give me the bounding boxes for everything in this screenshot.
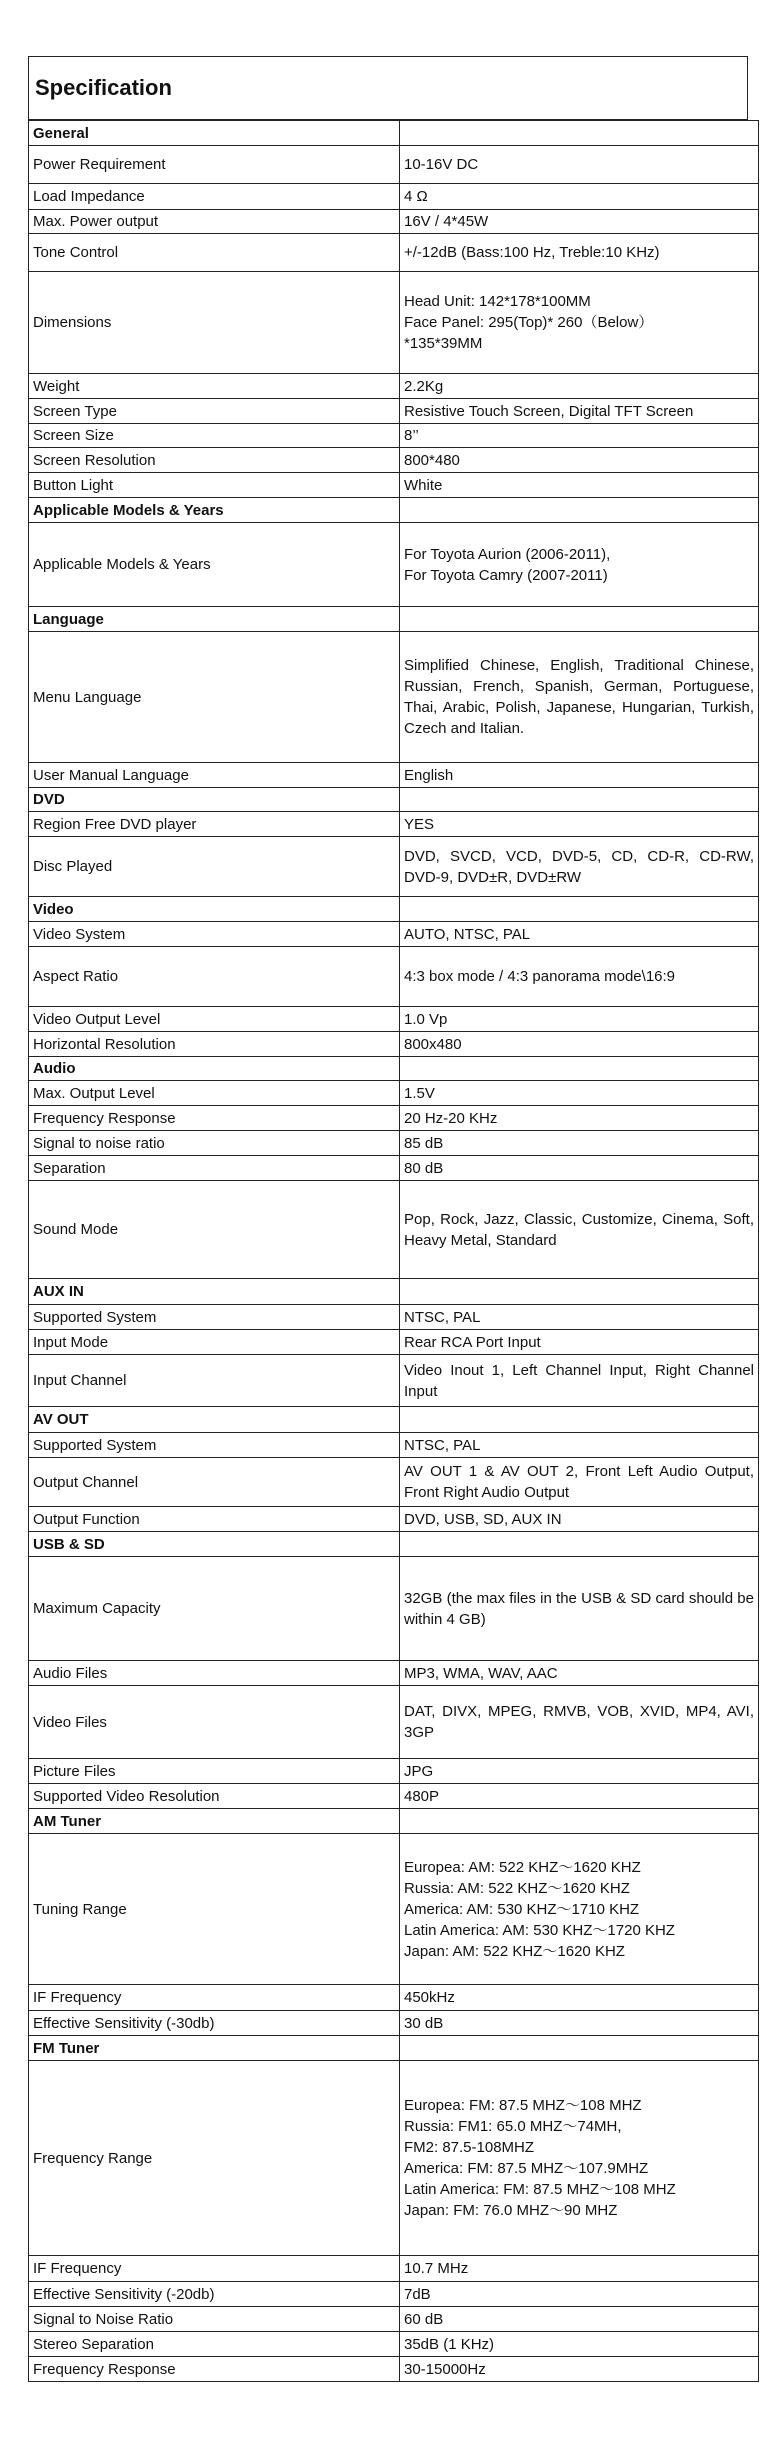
spec-label: Frequency Range	[29, 2061, 400, 2256]
section-header-row	[29, 121, 759, 146]
section-empty-cell	[400, 897, 759, 922]
spec-row	[29, 272, 759, 374]
spec-label: Maximum Capacity	[29, 1557, 400, 1661]
spec-label: Menu Language	[29, 632, 400, 763]
section-header-row	[29, 1809, 759, 1834]
section-empty-cell	[400, 121, 759, 146]
section-header-row	[29, 607, 759, 632]
spec-row	[29, 812, 759, 837]
spec-row	[29, 1106, 759, 1131]
spec-label: Aspect Ratio	[29, 947, 400, 1007]
spec-label: IF Frequency	[29, 2256, 400, 2282]
spec-row	[29, 1007, 759, 1032]
spec-row	[29, 1661, 759, 1686]
spec-row	[29, 1032, 759, 1057]
spec-row	[29, 473, 759, 498]
spec-value: NTSC, PAL	[400, 1305, 759, 1330]
spec-value: Europea: AM: 522 KHZ～1620 KHZ Russia: AM: 522 KHZ～1620 KHZ America: AM: 530 KHZ～1710 KHZ Latin America: AM: 530 KHZ～1720 KHZ Japan: AM: 522 KHZ～1620 KHZ	[400, 1834, 759, 1985]
section-header-row	[29, 498, 759, 523]
spec-label: Max. Output Level	[29, 1081, 400, 1106]
spec-value: For Toyota Aurion (2006-2011), For Toyota Camry (2007-2011)	[400, 523, 759, 607]
spec-label: Separation	[29, 1156, 400, 1181]
section-title: Applicable Models & Years	[29, 498, 400, 523]
spec-label: Screen Size	[29, 424, 400, 448]
spec-value: English	[400, 763, 759, 788]
spec-label: Video Files	[29, 1686, 400, 1759]
spec-row	[29, 837, 759, 897]
section-header-row	[29, 1057, 759, 1081]
spec-table	[28, 120, 759, 2382]
section-empty-cell	[400, 498, 759, 523]
section-header-row	[29, 2036, 759, 2061]
spec-value: 30-15000Hz	[400, 2357, 759, 2382]
spec-label: Supported System	[29, 1305, 400, 1330]
spec-value: White	[400, 473, 759, 498]
spec-value: DAT, DIVX, MPEG, RMVB, VOB, XVID, MP4, AVI, 3GP	[400, 1686, 759, 1759]
spec-value: 10-16V DC	[400, 146, 759, 184]
spec-row	[29, 2256, 759, 2282]
spec-value: 1.5V	[400, 1081, 759, 1106]
spec-value: Head Unit: 142*178*100MM Face Panel: 295(Top)* 260（Below） *135*39MM	[400, 272, 759, 374]
section-empty-cell	[400, 1279, 759, 1305]
spec-row	[29, 1784, 759, 1809]
spec-row	[29, 1131, 759, 1156]
spec-row	[29, 1156, 759, 1181]
spec-label: Signal to Noise Ratio	[29, 2307, 400, 2332]
spec-value: 7dB	[400, 2282, 759, 2307]
spec-row	[29, 1433, 759, 1458]
spec-row	[29, 448, 759, 473]
spec-row	[29, 1458, 759, 1507]
spec-row	[29, 234, 759, 272]
spec-row	[29, 2357, 759, 2382]
section-empty-cell	[400, 1532, 759, 1557]
section-title: Video	[29, 897, 400, 922]
spec-value: 32GB (the max files in the USB & SD card should be within 4 GB)	[400, 1557, 759, 1661]
specification-sheet	[28, 56, 754, 2382]
spec-label: Dimensions	[29, 272, 400, 374]
spec-label: Video System	[29, 922, 400, 947]
section-empty-cell	[400, 1809, 759, 1834]
spec-value: Video Inout 1, Left Channel Input, Right Channel Input	[400, 1355, 759, 1407]
spec-value: YES	[400, 812, 759, 837]
spec-label: Power Requirement	[29, 146, 400, 184]
spec-label: Button Light	[29, 473, 400, 498]
spec-row	[29, 210, 759, 234]
section-title: Language	[29, 607, 400, 632]
spec-table-body	[29, 121, 759, 2382]
spec-value: Simplified Chinese, English, Traditional Chinese, Russian, French, Spanish, German, Portuguese, Thai, Arabic, Polish, Japanese, Hungarian, Turkish, Czech and Italian.	[400, 632, 759, 763]
spec-value: AV OUT 1 & AV OUT 2, Front Left Audio Output, Front Right Audio Output	[400, 1458, 759, 1507]
spec-label: Tone Control	[29, 234, 400, 272]
spec-label: User Manual Language	[29, 763, 400, 788]
spec-value: 800*480	[400, 448, 759, 473]
section-header-row	[29, 897, 759, 922]
spec-label: Screen Resolution	[29, 448, 400, 473]
spec-value: 35dB (1 KHz)	[400, 2332, 759, 2357]
spec-value: 1.0 Vp	[400, 1007, 759, 1032]
section-empty-cell	[400, 2036, 759, 2061]
spec-row	[29, 2307, 759, 2332]
spec-value: 8’’	[400, 424, 759, 448]
spec-label: Max. Power output	[29, 210, 400, 234]
section-header-row	[29, 1532, 759, 1557]
spec-value: 30 dB	[400, 2011, 759, 2036]
section-header-row	[29, 788, 759, 812]
spec-value: 16V / 4*45W	[400, 210, 759, 234]
section-title: Audio	[29, 1057, 400, 1081]
spec-label: IF Frequency	[29, 1985, 400, 2011]
spec-value: Resistive Touch Screen, Digital TFT Screen	[400, 399, 759, 424]
spec-label: Tuning Range	[29, 1834, 400, 1985]
spec-label: Input Mode	[29, 1330, 400, 1355]
spec-row	[29, 146, 759, 184]
spec-label: Screen Type	[29, 399, 400, 424]
spec-label: Disc Played	[29, 837, 400, 897]
spec-value: Rear RCA Port Input	[400, 1330, 759, 1355]
spec-value: Europea: FM: 87.5 MHZ～108 MHZ Russia: FM1: 65.0 MHZ～74MH, FM2: 87.5-108MHZ America: FM: 87.5 MHZ～107.9MHZ Latin America: FM: 87.5 MHZ～108 MHZ Japan: FM: 76.0 MHZ～90 MHZ	[400, 2061, 759, 2256]
spec-row	[29, 424, 759, 448]
section-empty-cell	[400, 1407, 759, 1433]
spec-value: NTSC, PAL	[400, 1433, 759, 1458]
section-title: USB & SD	[29, 1532, 400, 1557]
spec-row	[29, 1557, 759, 1661]
spec-value: 4:3 box mode / 4:3 panorama mode\16:9	[400, 947, 759, 1007]
spec-label: Output Function	[29, 1507, 400, 1532]
spec-label: Effective Sensitivity (-30db)	[29, 2011, 400, 2036]
spec-row	[29, 1081, 759, 1106]
spec-row	[29, 1181, 759, 1279]
spec-label: Video Output Level	[29, 1007, 400, 1032]
page-title: Specification	[28, 56, 748, 120]
spec-row	[29, 2061, 759, 2256]
spec-label: Load Impedance	[29, 184, 400, 210]
spec-row	[29, 2011, 759, 2036]
spec-label: Applicable Models & Years	[29, 523, 400, 607]
spec-row	[29, 632, 759, 763]
spec-value: +/-12dB (Bass:100 Hz, Treble:10 KHz)	[400, 234, 759, 272]
spec-row	[29, 1305, 759, 1330]
spec-row	[29, 1330, 759, 1355]
spec-label: Input Channel	[29, 1355, 400, 1407]
section-title: FM Tuner	[29, 2036, 400, 2061]
section-header-row	[29, 1407, 759, 1433]
spec-value: 60 dB	[400, 2307, 759, 2332]
spec-row	[29, 184, 759, 210]
spec-row	[29, 1686, 759, 1759]
spec-label: Region Free DVD player	[29, 812, 400, 837]
section-title: AUX IN	[29, 1279, 400, 1305]
spec-row	[29, 1834, 759, 1985]
spec-row	[29, 523, 759, 607]
spec-row	[29, 374, 759, 399]
spec-label: Supported Video Resolution	[29, 1784, 400, 1809]
spec-row	[29, 2332, 759, 2357]
spec-value: AUTO, NTSC, PAL	[400, 922, 759, 947]
spec-label: Supported System	[29, 1433, 400, 1458]
spec-value: DVD, USB, SD, AUX IN	[400, 1507, 759, 1532]
spec-row	[29, 1985, 759, 2011]
spec-value: JPG	[400, 1759, 759, 1784]
spec-label: Frequency Response	[29, 1106, 400, 1131]
spec-row	[29, 1507, 759, 1532]
section-empty-cell	[400, 607, 759, 632]
section-title: AV OUT	[29, 1407, 400, 1433]
spec-value: 450kHz	[400, 1985, 759, 2011]
spec-label: Frequency Response	[29, 2357, 400, 2382]
spec-value: Pop, Rock, Jazz, Classic, Customize, Cinema, Soft, Heavy Metal, Standard	[400, 1181, 759, 1279]
section-empty-cell	[400, 1057, 759, 1081]
spec-label: Horizontal Resolution	[29, 1032, 400, 1057]
spec-label: Sound Mode	[29, 1181, 400, 1279]
section-title: AM Tuner	[29, 1809, 400, 1834]
spec-row	[29, 947, 759, 1007]
spec-value: 2.2Kg	[400, 374, 759, 399]
spec-row	[29, 922, 759, 947]
spec-value: 10.7 MHz	[400, 2256, 759, 2282]
spec-value: 80 dB	[400, 1156, 759, 1181]
spec-label: Weight	[29, 374, 400, 399]
spec-row	[29, 1759, 759, 1784]
spec-label: Audio Files	[29, 1661, 400, 1686]
spec-value: DVD, SVCD, VCD, DVD-5, CD, CD-R, CD-RW, DVD-9, DVD±R, DVD±RW	[400, 837, 759, 897]
spec-label: Effective Sensitivity (-20db)	[29, 2282, 400, 2307]
spec-label: Signal to noise ratio	[29, 1131, 400, 1156]
spec-label: Output Channel	[29, 1458, 400, 1507]
spec-value: 800x480	[400, 1032, 759, 1057]
spec-value: 4 Ω	[400, 184, 759, 210]
spec-value: 20 Hz-20 KHz	[400, 1106, 759, 1131]
section-title: DVD	[29, 788, 400, 812]
spec-value: 85 dB	[400, 1131, 759, 1156]
spec-value: 480P	[400, 1784, 759, 1809]
section-title: General	[29, 121, 400, 146]
section-empty-cell	[400, 788, 759, 812]
spec-row	[29, 2282, 759, 2307]
spec-label: Picture Files	[29, 1759, 400, 1784]
spec-value: MP3, WMA, WAV, AAC	[400, 1661, 759, 1686]
spec-row	[29, 399, 759, 424]
spec-row	[29, 763, 759, 788]
spec-row	[29, 1355, 759, 1407]
spec-label: Stereo Separation	[29, 2332, 400, 2357]
section-header-row	[29, 1279, 759, 1305]
